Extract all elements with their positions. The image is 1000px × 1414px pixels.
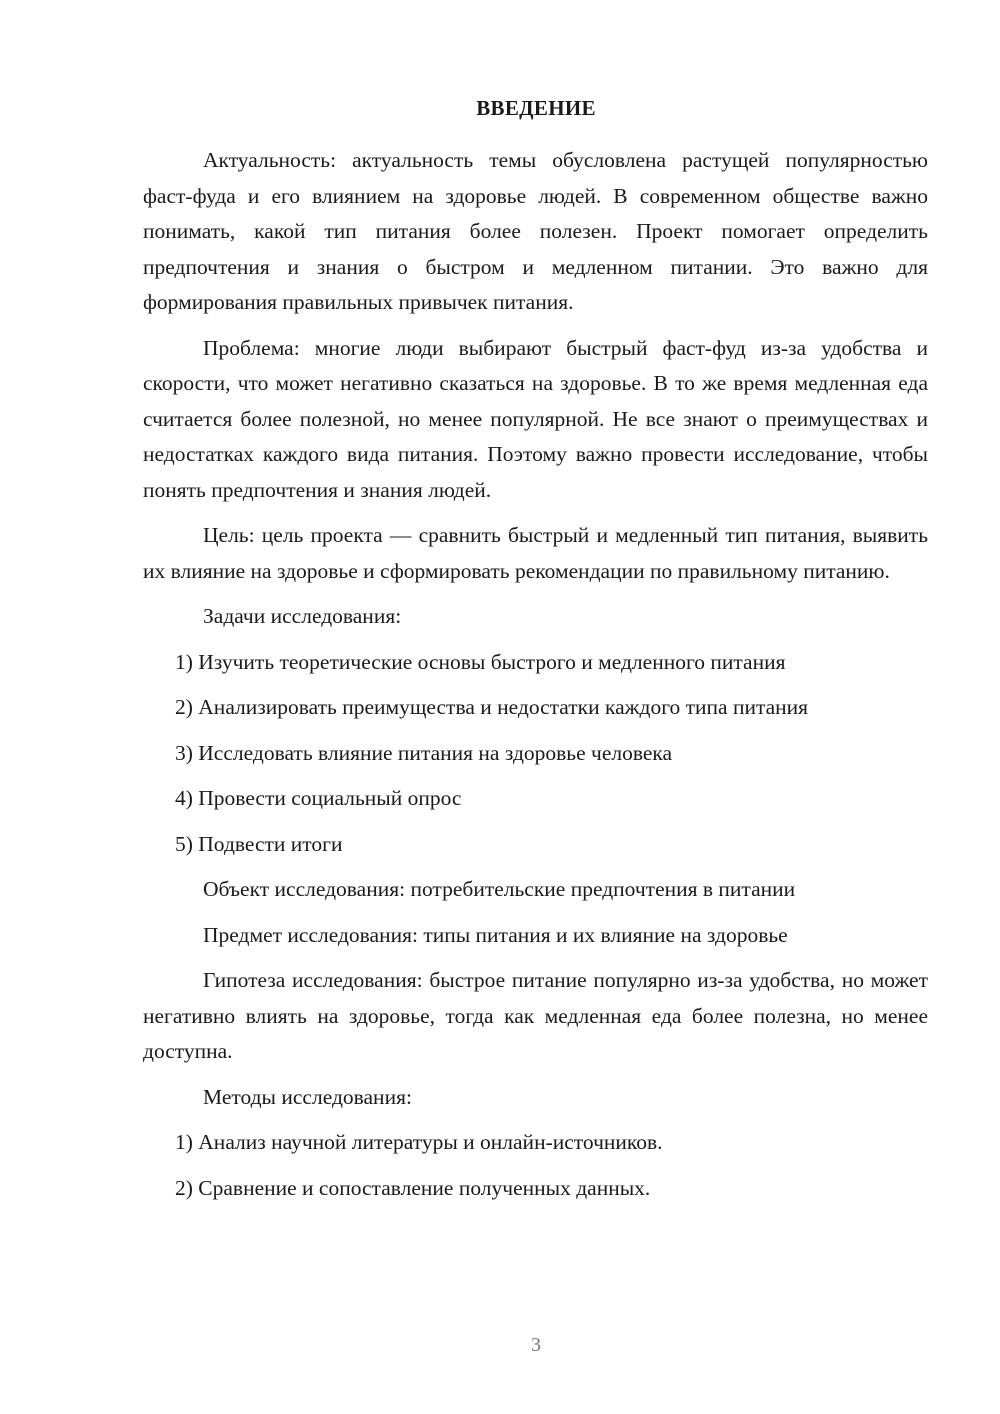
list-item: 4) Провести социальный опрос	[175, 786, 462, 810]
methods-list	[143, 1125, 928, 1206]
document-body	[143, 143, 928, 1206]
hypothesis-paragraph: Гипотеза исследования: быстрое питание популярно из-за удобства, но может негативно влиять на здоровье, тогда как медленная еда более полезна, но менее доступна.	[143, 968, 928, 1063]
list-item: 3) Исследовать влияние питания на здоровье человека	[175, 740, 673, 765]
subject-paragraph: Предмет исследования: типы питания и их влияние на здоровье	[203, 922, 788, 947]
problem-paragraph: Проблема: многие люди выбирают быстрый фаст-фуд из-за удобства и скорости, что может негативно сказаться на здоровье. В то же время медленная еда считается более полезной, но менее популярной. Не все знают о преимуществах и недостатках каждого вида питания. Поэтому важно провести исследование, чтобы понять предпочтения и знания людей.	[143, 335, 928, 502]
list-item: 2) Сравнение и сопоставление полученных данных.	[175, 1175, 651, 1200]
list-item: 1) Анализ научной литературы и онлайн-источников.	[175, 1130, 663, 1154]
page-number: 3	[531, 1334, 541, 1356]
tasks-heading: Задачи исследования:	[203, 604, 402, 628]
tasks-list	[143, 645, 928, 863]
goal-paragraph: Цель: цель проекта — сравнить быстрый и медленный тип питания, выявить их влияние на здоровье и сформировать рекомендации по правильному питанию.	[143, 523, 928, 583]
list-item: 5) Подвести итоги	[175, 831, 343, 856]
list-item: 2) Анализировать преимущества и недостатки каждого типа питания	[175, 695, 809, 719]
methods-heading: Методы исследования:	[203, 1084, 412, 1109]
list-item: 1) Изучить теоретические основы быстрого и медленного питания	[175, 649, 786, 674]
relevance-paragraph: Актуальность: актуальность темы обусловлена растущей популярностью фаст-фуда и его влиянием на здоровье людей. В современном обществе важно понимать, какой тип питания более полезен. Проект помогает определить предпочтения и знания о быстром и медленном питании. Это важно для формирования правильных привычек питания.	[143, 148, 928, 314]
page-title: ВВЕДЕНИЕ	[476, 96, 596, 120]
object-paragraph: Объект исследования: потребительские предпочтения в питании	[203, 877, 796, 901]
